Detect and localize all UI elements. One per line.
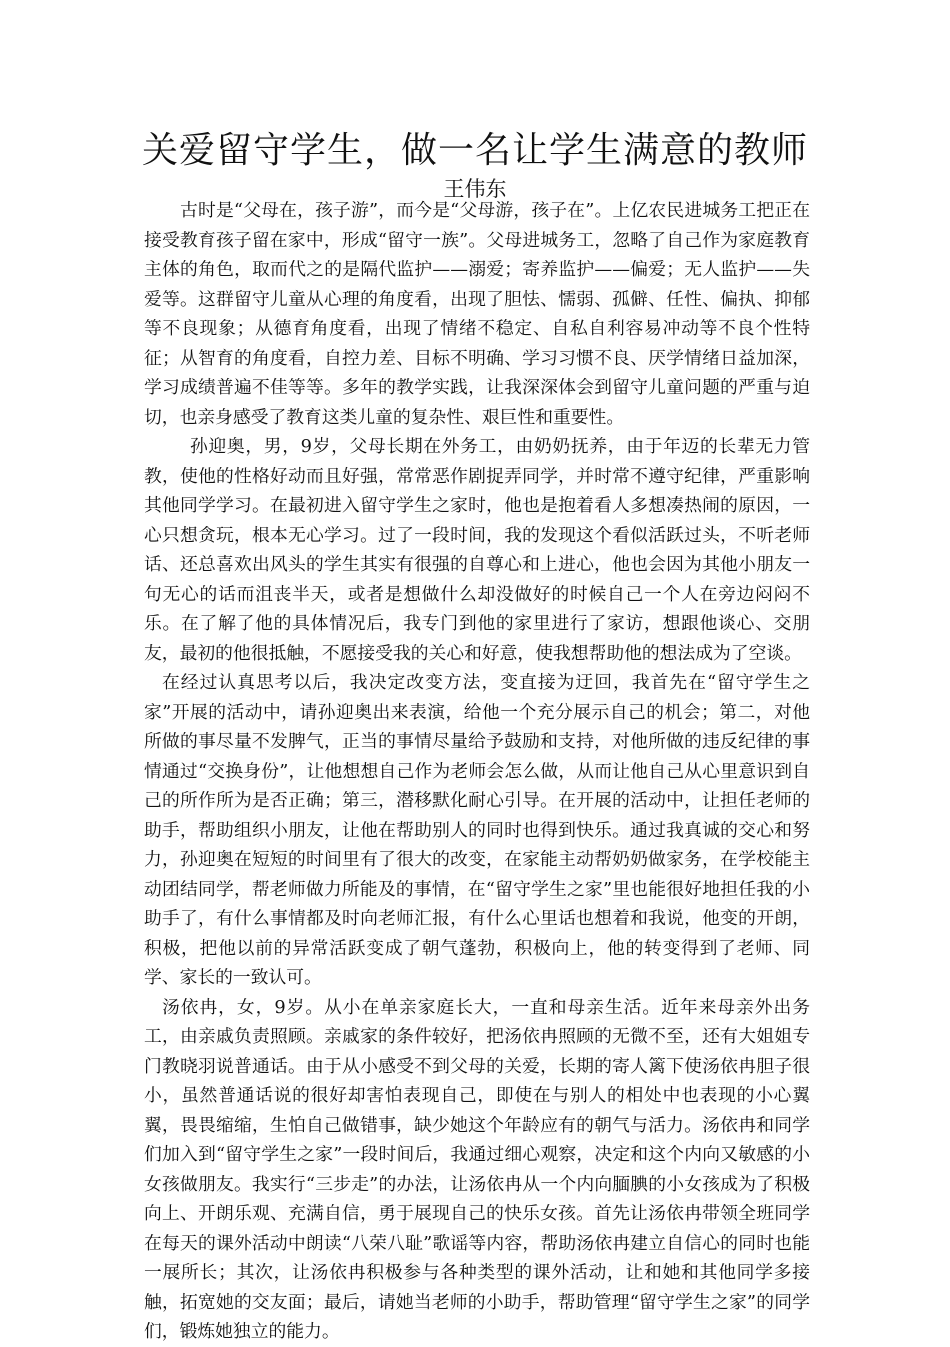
- document-title: 关爱留守学生，做一名让学生满意的教师: [141, 130, 808, 171]
- paragraph-method: 在经过认真思考以后，我决定改变方法，变直接为迂回，我首先在“留守学生之家”开展的活动中，请孙迎奥出来表演，给他一个充分展示自己的机会；第二，对他所做的事尽量不发脾气，正当的事情尽量给予鼓励和支持，对他所做的违反纪律的事情通过“交换身份”，让他想想自己作为老师会怎么做，从而让他自己从心里意识到自己的所作所为是否正确；第三，潜移默化耐心引导。在开展的活动中，让担任老师的助手，帮助组织小朋友，让他在帮助别人的同时也得到快乐。通过我真诚的交心和努力，孙迎奥在短短的时间里有了很大的改变，在家能主动帮奶奶做家务，在学校能主动团结同学，帮老师做力所能及的事情，在“留守学生之家”里也能很好地担任我的小助手了，有什么事情都及时向老师汇报，有什么心里话也想着和我说，他变的开朗，积极，把他以前的异常活跃变成了朝气蓬勃，积极向上，他的转变得到了老师、同学、家长的一致认可。: [144, 672, 810, 988]
- paragraph-case-sun-yingao: 孙迎奥，男，9岁，父母长期在外务工，由奶奶抚养，由于年迈的长辈无力管教，使他的性格好动而且好强，常常恶作剧捉弄同学，并时常不遵守纪律，严重影响其他同学学习。在最初进入留守学生之家时，他也是抱着看人多想凑热闹的原因，一心只想贪玩，根本无心学习。过了一段时间，我的发现这个看似活跃过头，不听老师话、还总喜欢出风头的学生其实有很强的自尊心和上进心，他也会因为其他小朋友一句无心的话而沮丧半天，或者是想做什么却没做好的时候自己一个人在旁边闷闷不乐。在了解了他的具体情况后，我专门到他的家里进行了家访，想跟他谈心、交朋友，最初的他很抵触，不愿接受我的关心和好意，使我想帮助他的想法成为了空谈。: [144, 436, 810, 664]
- paragraph-intro: 古时是“父母在，孩子游”，而今是“父母游，孩子在”。上亿农民进城务工把正在接受教育孩子留在家中，形成“留守一族”。父母进城务工，忽略了自己作为家庭教育主体的角色，取而代之的是隔代监护——溺爱；寄养监护——偏爱；无人监护——失爱等。这群留守儿童从心理的角度看，出现了胆怯、懦弱、孤僻、任性、偏执、抑郁等不良现象；从德育角度看，出现了情绪不稳定、自私自利容易冲动等不良个性特征；从智育的角度看，自控力差、目标不明确、学习习惯不良、厌学情绪日益加深，学习成绩普遍不佳等等。多年的教学实践，让我深深体会到留守儿童问题的严重与迫切，也亲身感受了教育这类儿童的复杂性、艰巨性和重要性。: [144, 200, 810, 428]
- document-body: [144, 196, 810, 1347]
- author-name: 王伟东: [443, 177, 507, 201]
- paragraph-case-tang-yiran: 汤依冉，女，9岁。从小在单亲家庭长大，一直和母亲生活。近年来母亲外出务工，由亲戚负责照顾。亲戚家的条件较好，把汤依冉照顾的无微不至，还有大姐姐专门教晓羽说普通话。由于从小感受不到父母的关爱，长期的寄人篱下使汤依冉胆子很小，虽然普通话说的很好却害怕表现自己，即使在与别人的相处中也表现的小心翼翼，畏畏缩缩，生怕自己做错事，缺少她这个年龄应有的朝气与活力。汤依冉和同学们加入到“留守学生之家”一段时间后，我通过细心观察，决定和这个内向又敏感的小女孩做朋友。我实行“三步走”的办法，让汤依冉从一个内向腼腆的小女孩成为了积极向上、开朗乐观、充满自信，勇于展现自己的快乐女孩。首先让汤依冉带领全班同学在每天的课外活动中朗读“八荣八耻”歌谣等内容，帮助汤依冉建立自信心的同时也能一展所长；其次，让汤依冉积极参与各种类型的课外活动，让和她和其他同学多接触，拓宽她的交友面；最后，请她当老师的小助手，帮助管理“留守学生之家”的同学们，锻炼她独立的能力。: [144, 996, 810, 1342]
